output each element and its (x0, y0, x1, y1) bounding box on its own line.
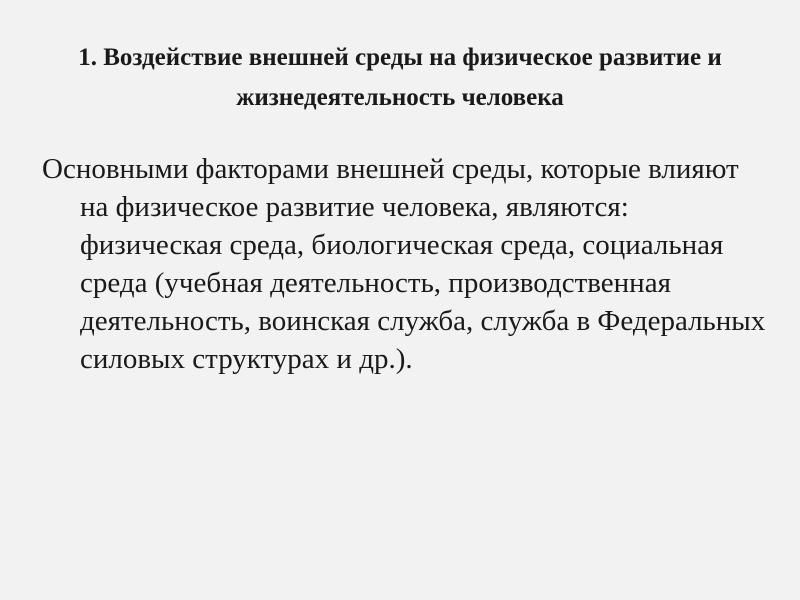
slide-title: 1. Воздействие внешней среды на физическое развитие и жизнедеятельность человека (78, 44, 722, 111)
slide-body-text: Основными факторами внешней среды, которые влияют на физическое развитие человека, являются: физическая среда, биологическая среда, социальная среда (учебная деятельность, производственная деятельность, воинская служба, служба в Федеральных силовых структурах и др.). (42, 153, 766, 375)
